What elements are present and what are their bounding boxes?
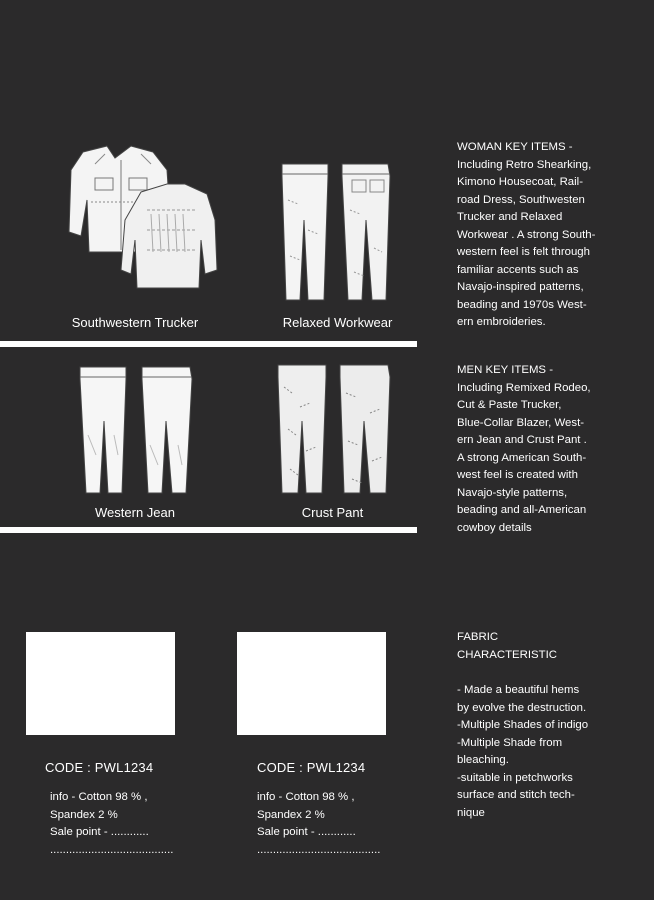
caption-relaxed-workwear: Relaxed Workwear: [282, 315, 393, 330]
fabric-info-1: info - Cotton 98 % , Spandex 2 % Sale point - ............ .......................................: [50, 791, 174, 856]
woman-key-items: WOMAN KEY ITEMS - Including Retro Shearking, Kimono Housecoat, Rail- road Dress, Southwesten Trucker and Relaxed Workwear . A strong South- western feel is felt through familiar accents such as Navajo-inspired patterns, beading and 1970s West- ern embroideries.: [457, 141, 596, 328]
caption-southwestern-trucker: Southwestern Trucker: [71, 315, 199, 330]
men-key-items: MEN KEY ITEMS - Including Remixed Rodeo, Cut & Paste Trucker, Blue-Collar Blazer, West- ern Jean and Crust Pant . A strong American South- west feel is created with Navajo-style patterns, beading and all-American cowboy details: [457, 364, 591, 534]
jeans-sketch-icon: [78, 365, 196, 497]
crust-pant-sketch-icon: [276, 363, 394, 497]
caption-western-jean: Western Jean: [95, 505, 175, 520]
divider-1: [0, 341, 417, 347]
fabric-title: FABRIC CHARACTERISTIC: [457, 631, 557, 661]
fabric-characteristics: - Made a beautiful hems by evolve the destruction. -Multiple Shades of indigo -Multiple Shade from bleaching. -suitable in petchworks surface and stitch tech- nique: [457, 684, 589, 819]
fabric-swatch-1: [26, 632, 175, 735]
distressed-jeans-sketch-icon: [278, 160, 398, 310]
fabric-code-1: CODE : PWL1234: [45, 760, 154, 775]
divider-2: [0, 527, 417, 533]
fabric-code-2: CODE : PWL1234: [257, 760, 366, 775]
fabric-swatch-2: [237, 632, 386, 735]
denim-jacket-sketch-icon: [55, 140, 220, 308]
caption-crust-pant: Crust Pant: [301, 505, 364, 520]
fabric-info-2: info - Cotton 98 % , Spandex 2 % Sale point - ............ .......................................: [257, 791, 381, 856]
